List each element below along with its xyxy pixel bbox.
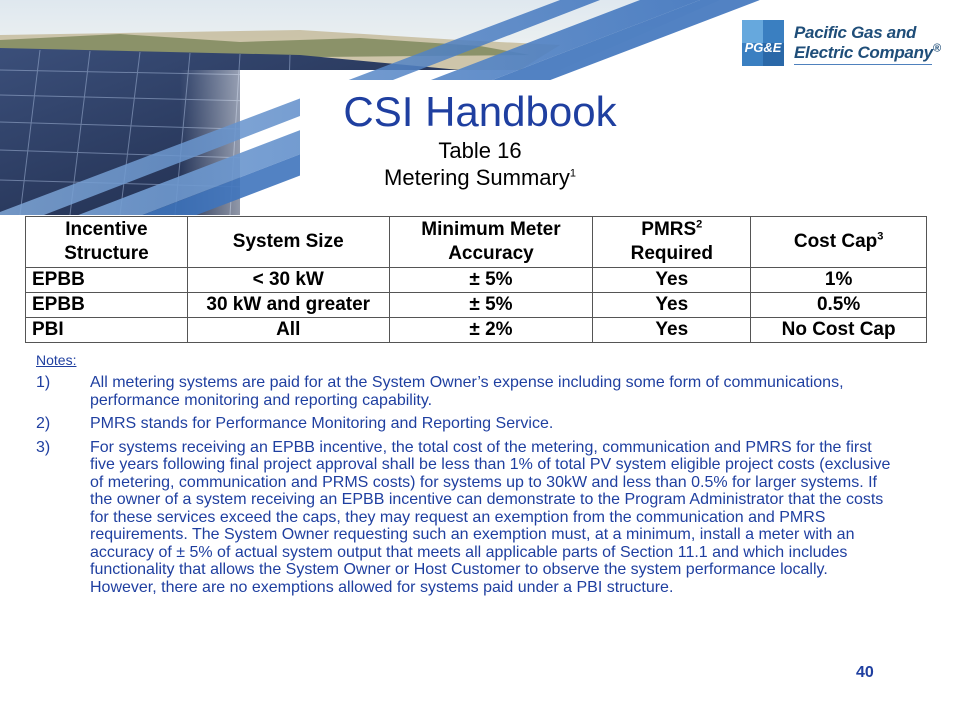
header-minimum-meter-accuracy: [389, 217, 593, 268]
company-name-line-1: Pacific Gas and: [794, 23, 917, 42]
table-cell: All: [187, 318, 389, 343]
note-number: 3): [36, 438, 51, 456]
header-line: Cost Cap: [793, 231, 878, 252]
notes-heading: Notes:: [36, 352, 77, 368]
note-text: PMRS stands for Performance Monitoring and Reporting Service.: [90, 415, 554, 432]
note-number: 2): [36, 415, 51, 432]
table-number: Table 16: [438, 138, 522, 163]
svg-text:PG&E: PG&E: [744, 40, 782, 55]
pge-logo-icon: [742, 20, 784, 66]
logo-underline: [794, 64, 932, 65]
note-item: [36, 439, 896, 597]
company-name-line-2: [794, 43, 941, 63]
table-cell: < 30 kW: [187, 268, 389, 293]
table-header-row: [26, 217, 927, 268]
table-caption-text: Metering Summary: [384, 165, 570, 190]
header-line: System Size: [232, 231, 344, 252]
note-text: For systems receiving an EPBB incentive, the total cost of the metering, communication and PMRS for the first five years following final project approval shall be less than 1% of total PV system eligible project costs (exclusive of metering, communication and PRMS costs) for systems up to 30kW and less than 0.5% for larger systems. If the owner of a system receiving an EPBB incentive can demonstrate to the Program Administrator that the costs for these services exceed the caps, they may request an exemption from the communication and PMRS requirements. The System Owner requesting such an exemption must, at a minimum, install a meter with an accuracy of ± 5% of actual system output that meets all applicable parts of Section 11.1 and which includes functionality that allows the System Owner or Host Customer to observe the system performance locally. However, there are no exemptions allowed for systems paid under a PBI structure.: [90, 438, 891, 596]
registered-mark: ®: [932, 42, 941, 55]
table-cell: ± 5%: [389, 268, 593, 293]
table-row: [26, 293, 927, 318]
header-cost-cap: [751, 217, 927, 268]
header-line: Structure: [64, 243, 149, 264]
header-line: Required: [630, 243, 713, 264]
header-pmrs-required: [593, 217, 751, 268]
header-system-size: [187, 217, 389, 268]
table-cell: No Cost Cap: [751, 318, 927, 343]
header-line: Incentive: [65, 219, 148, 240]
note-item: [36, 415, 896, 433]
table-caption: [0, 165, 960, 191]
table-cell: 1%: [751, 268, 927, 293]
footnote-marker: 3: [877, 230, 884, 243]
header-line: PMRS: [641, 219, 697, 240]
slide-title: CSI Handbook: [343, 88, 617, 135]
note-text: All metering systems are paid for at the System Owner’s expense including some form of communications, performance monitoring and reporting capability.: [90, 374, 844, 409]
company-name-text: Electric Company: [794, 43, 933, 62]
table-cell: Yes: [593, 293, 751, 318]
metering-summary-table: [25, 216, 927, 343]
page-number: 40: [856, 664, 874, 681]
note-item: [36, 374, 896, 409]
pge-logo: [742, 20, 952, 70]
table-cell: ± 2%: [389, 318, 593, 343]
header-line: Minimum Meter: [421, 219, 561, 240]
table-cell: Yes: [593, 268, 751, 293]
header-line: Accuracy: [448, 243, 534, 264]
table-cell: EPBB: [26, 268, 188, 293]
footnote-marker: 1: [569, 167, 576, 180]
table-row: [26, 268, 927, 293]
table-cell: EPBB: [26, 293, 188, 318]
notes-section: [36, 352, 896, 602]
table-cell: 0.5%: [751, 293, 927, 318]
footnote-marker: 2: [696, 218, 703, 231]
table-cell: Yes: [593, 318, 751, 343]
table-cell: 30 kW and greater: [187, 293, 389, 318]
table-cell: PBI: [26, 318, 188, 343]
header-incentive-structure: [26, 217, 188, 268]
table-cell: ± 5%: [389, 293, 593, 318]
note-number: 1): [36, 374, 51, 391]
table-row: [26, 318, 927, 343]
